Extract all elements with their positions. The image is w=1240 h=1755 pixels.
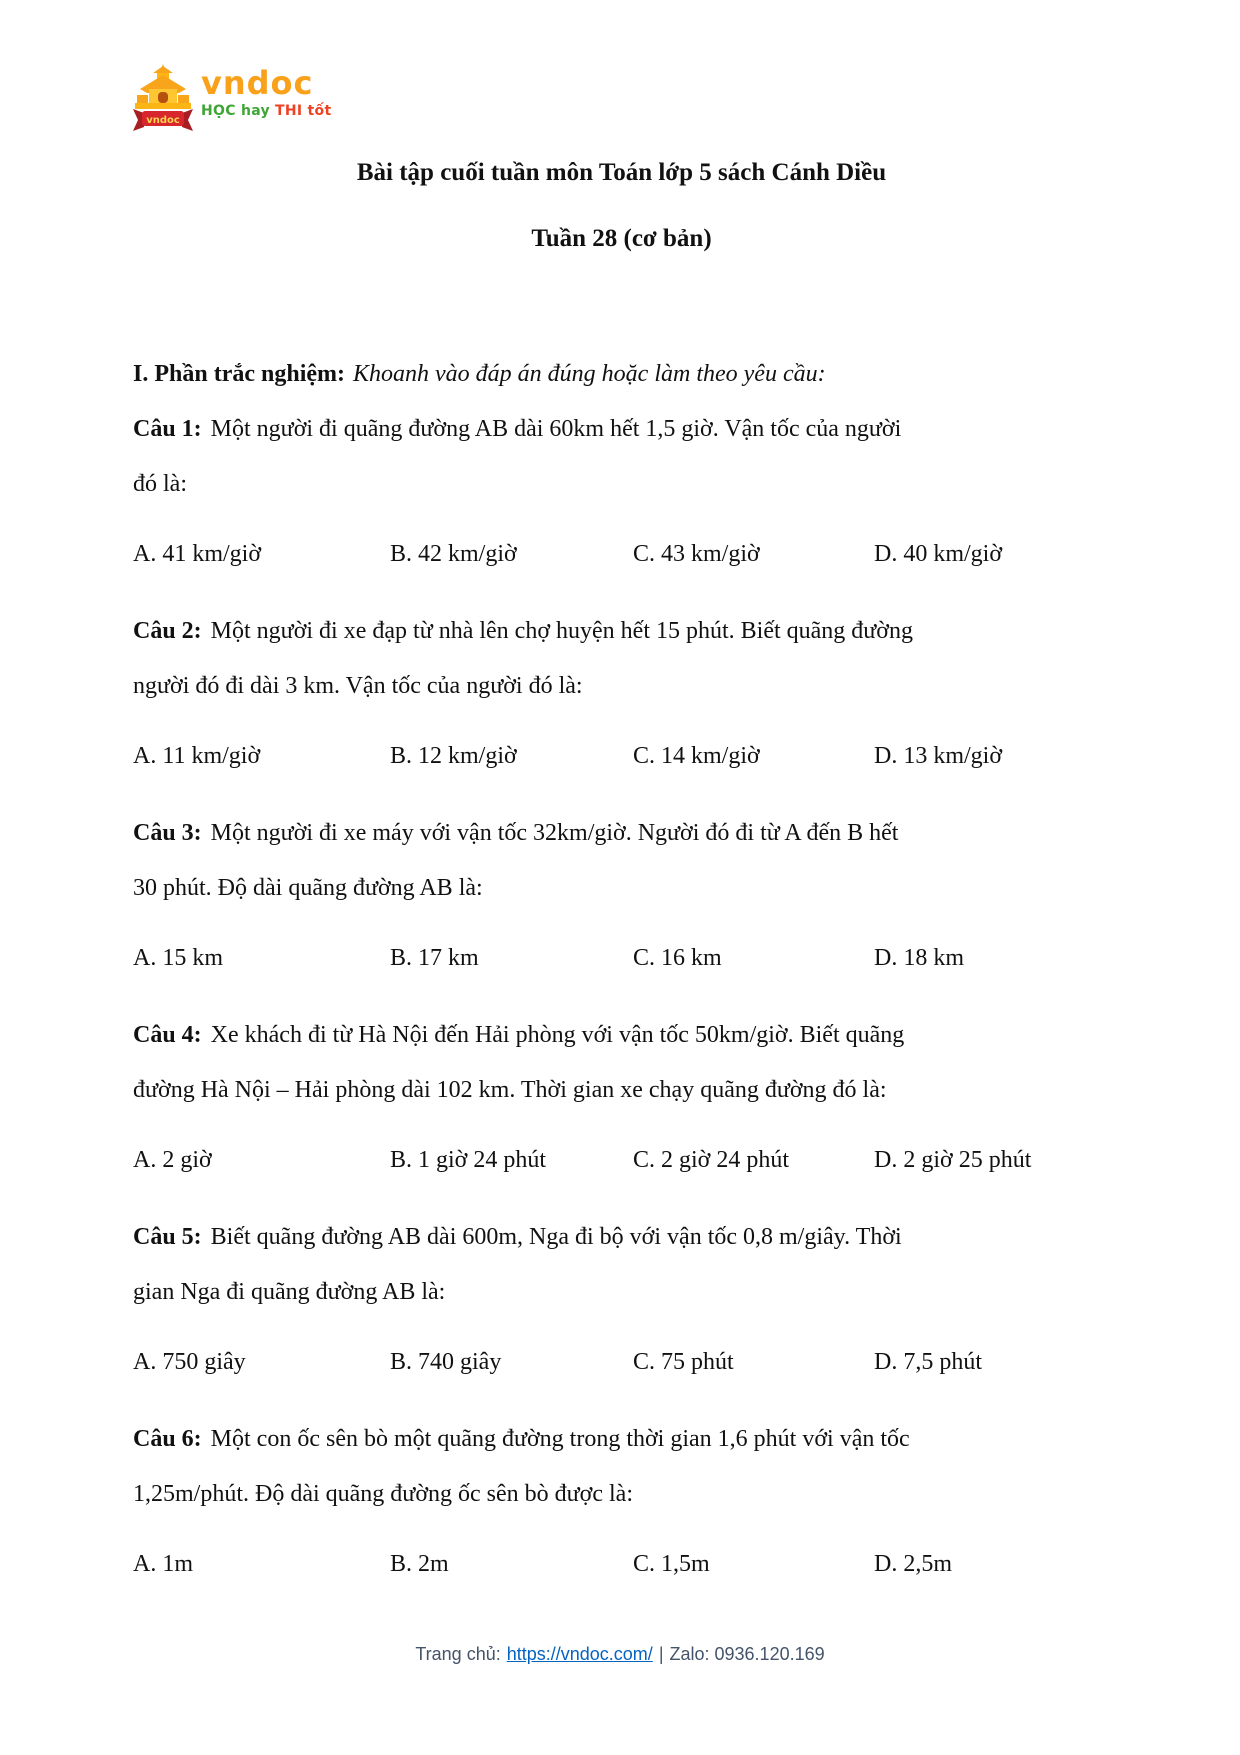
tagline-red: THI tốt (274, 103, 332, 119)
question-first-line (133, 604, 1110, 659)
question-block (133, 604, 1110, 784)
section-label: I. Phần trắc nghiệm: (133, 361, 345, 387)
answer-option-a: A. 15 km (133, 945, 223, 971)
ribbon-banner-text: vndoc (146, 115, 180, 126)
answer-option-c: C. 2 giờ 24 phút (633, 1147, 790, 1173)
question-first-line (133, 1412, 1110, 1467)
question-text-line1: Một người đi xe đạp từ nhà lên chợ huyện hết 15 phút. Biết quãng đường (210, 618, 913, 644)
page-subtitle: Tuần 28 (cơ bản) (531, 225, 712, 252)
question-first-line (133, 1210, 1110, 1265)
question-text-line1: Một người đi xe máy với vận tốc 32km/giờ. Người đó đi từ A đến B hết (210, 820, 899, 846)
question-text-line2: 30 phút. Độ dài quãng đường AB là: (133, 875, 483, 901)
answer-option-d: D. 40 km/giờ (874, 541, 1003, 567)
question-number: Câu 6: (133, 1426, 202, 1452)
question-block (133, 1412, 1110, 1592)
footer-home-link[interactable]: https://vndoc.com/ (506, 1644, 653, 1664)
answer-option-d: D. 2 giờ 25 phút (874, 1147, 1032, 1173)
answer-option-b: B. 1 giờ 24 phút (390, 1147, 547, 1173)
question-first-line (133, 1008, 1110, 1063)
answer-option-d: D. 18 km (874, 945, 964, 971)
tagline-green: HỌC hay (201, 103, 270, 119)
answer-option-b: B. 2m (390, 1551, 449, 1577)
answer-option-b: B. 12 km/giờ (390, 743, 517, 769)
footer-zalo: Zalo: 0936.120.169 (669, 1644, 825, 1664)
answer-options-row (133, 729, 1110, 784)
answer-option-a: A. 41 km/giờ (133, 541, 262, 567)
answer-option-c: C. 16 km (633, 945, 722, 971)
question-text-line1: Một con ốc sên bò một quãng đường trong thời gian 1,6 phút với vận tốc (210, 1426, 910, 1452)
question-text-line1: Xe khách đi từ Hà Nội đến Hải phòng với vận tốc 50km/giờ. Biết quãng (210, 1022, 905, 1048)
answer-option-a: A. 11 km/giờ (133, 743, 261, 769)
question-text-line1: Biết quãng đường AB dài 600m, Nga đi bộ với vận tốc 0,8 m/giây. Thời (210, 1224, 902, 1250)
footer-prefix: Trang chủ: (415, 1644, 501, 1664)
question-text-line2: người đó đi dài 3 km. Vận tốc của người đó là: (133, 673, 583, 699)
document-content (133, 0, 1110, 1614)
answer-options-row (133, 1133, 1110, 1188)
question-number: Câu 5: (133, 1224, 202, 1250)
question-block (133, 806, 1110, 986)
question-text-line2: 1,25m/phút. Độ dài quãng đường ốc sên bò được là: (133, 1481, 633, 1507)
answer-option-d: D. 2,5m (874, 1551, 952, 1577)
section-heading (133, 358, 1110, 390)
answer-option-a: A. 1m (133, 1551, 193, 1577)
answer-option-c: C. 43 km/giờ (633, 541, 760, 567)
answer-option-c: C. 1,5m (633, 1551, 710, 1577)
answer-option-c: C. 75 phút (633, 1349, 734, 1375)
answer-option-c: C. 14 km/giờ (633, 743, 760, 769)
question-block (133, 1210, 1110, 1390)
answer-option-d: D. 7,5 phút (874, 1349, 982, 1375)
answer-options-row (133, 931, 1110, 986)
answer-option-b: B. 17 km (390, 945, 479, 971)
answer-options-row (133, 1335, 1110, 1390)
question-text-line2: gian Nga đi quãng đường AB là: (133, 1279, 446, 1305)
question-block (133, 1008, 1110, 1188)
answer-option-b: B. 740 giây (390, 1349, 502, 1375)
question-number: Câu 1: (133, 416, 202, 442)
question-first-line (133, 402, 1110, 457)
question-text-line2: đó là: (133, 471, 187, 497)
answer-option-a: A. 2 giờ (133, 1147, 212, 1173)
page-title: Bài tập cuối tuần môn Toán lớp 5 sách Cánh Diều (356, 159, 887, 186)
answer-options-row (133, 1537, 1110, 1592)
question-first-line (133, 806, 1110, 861)
section-instruction: Khoanh vào đáp án đúng hoặc làm theo yêu cầu: (353, 361, 826, 387)
question-number: Câu 3: (133, 820, 202, 846)
question-block (133, 402, 1110, 582)
answer-option-d: D. 13 km/giờ (874, 743, 1003, 769)
questions (133, 402, 1110, 1592)
question-number: Câu 2: (133, 618, 202, 644)
answer-option-a: A. 750 giây (133, 1349, 246, 1375)
logo-wordmark: vndoc (201, 64, 314, 102)
page-footer (0, 1641, 1240, 1667)
answer-options-row (133, 527, 1110, 582)
question-number: Câu 4: (133, 1022, 202, 1048)
question-text-line1: Một người đi quãng đường AB dài 60km hết 1,5 giờ. Vận tốc của người (210, 416, 902, 442)
answer-option-b: B. 42 km/giờ (390, 541, 517, 567)
footer-separator: | (658, 1644, 664, 1664)
question-text-line2: đường Hà Nội – Hải phòng dài 102 km. Thời gian xe chạy quãng đường đó là: (133, 1077, 887, 1103)
